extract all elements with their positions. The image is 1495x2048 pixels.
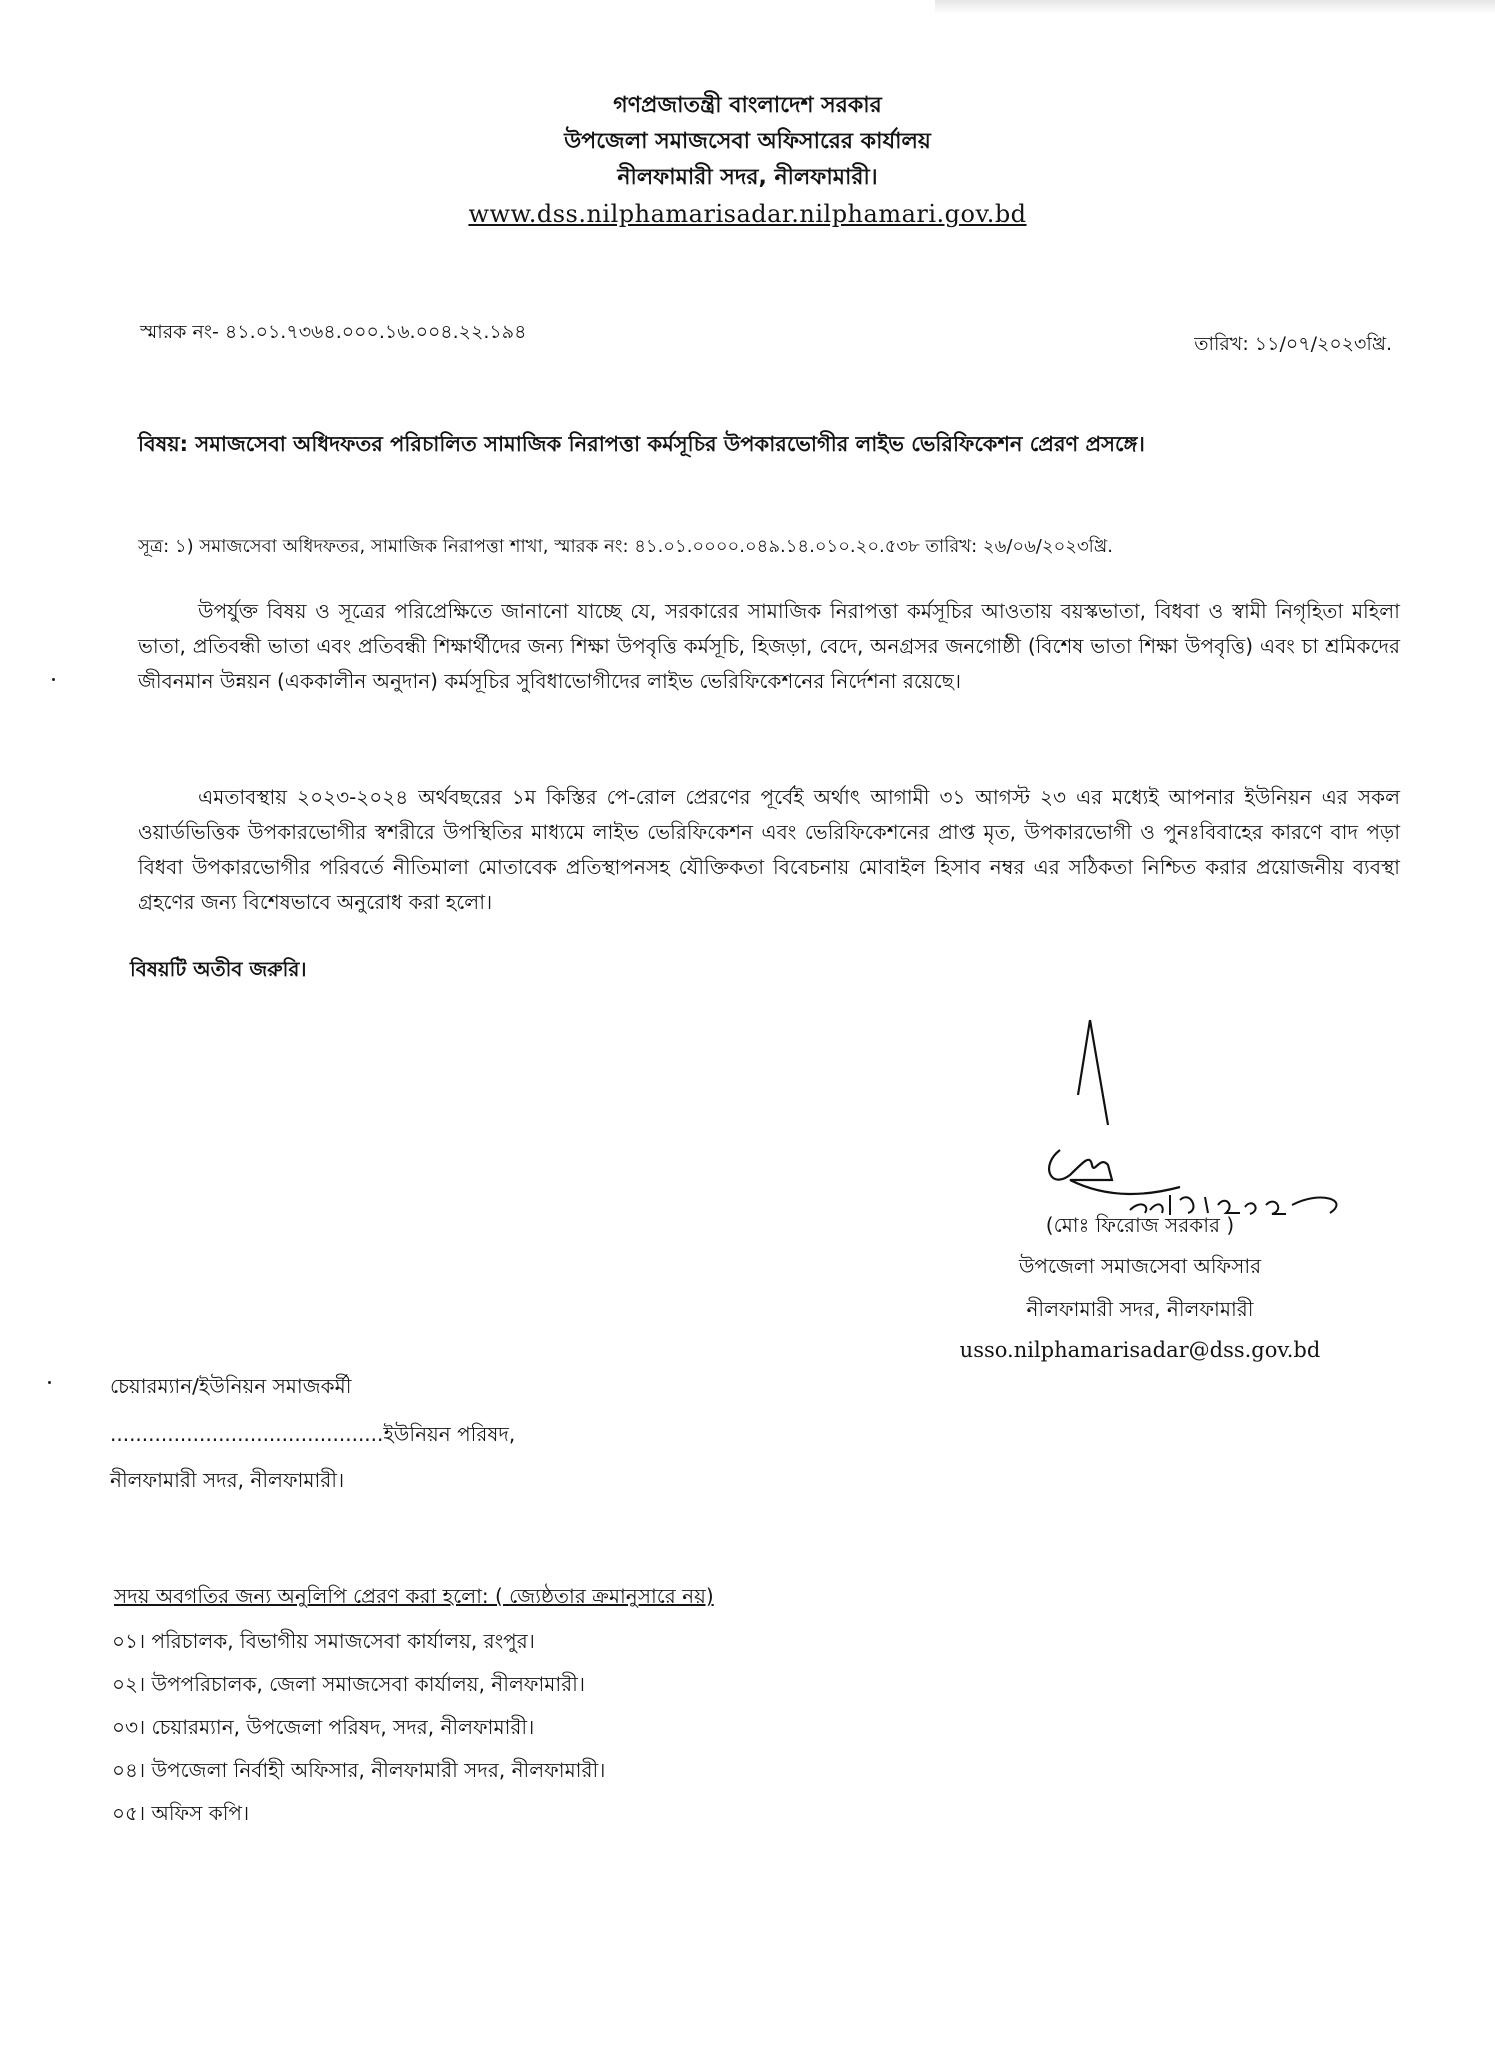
copy-to-item: ০৫। অফিস কপি।	[112, 1801, 250, 1825]
letterhead-government: গণপ্রজাতন্ত্রী বাংলাদেশ সরকার	[613, 93, 882, 118]
copy-to-item: ০৪। উপজেলা নির্বাহী অফিসার, নীলফামারী সদর, নীলফামারী।	[112, 1758, 606, 1782]
scan-edge-shadow	[935, 0, 1495, 14]
letterhead-website-link[interactable]: www.dss.nilphamarisadar.nilphamari.gov.bd	[468, 200, 1027, 228]
body-paragraph-2: এমতাবস্থায় ২০২৩-২০২৪ অর্থবছরের ১ম কিস্তির পে-রোল প্রেরণের পূর্বেই অর্থাৎ আগামী ৩১ আগস্ট ২৩ এর মধ্যেই আপনার ইউনিয়ন এর সকল ওয়ার্ডভিত্তিক উপকারভোগীর স্বশরীরে উপস্থিতির মাধ্যমে লাইভ ভেরিফিকেশন এবং ভেরিফিকেশনের প্রাপ্ত মৃত, উপকারভোগী ও পুনঃবিবাহের কারণে বাদ পড়া বিধবা উপকারভোগীর পরিবর্তে নীতিমালা মোতাবেক প্রতিস্থাপনসহ যৌক্তিকতা বিবেচনায় মোবাইল হিসাব নম্বর এর সঠিকতা নিশ্চিত করার প্রয়োজনীয় ব্যবস্থা গ্রহণের জন্য বিশেষভাবে অনুরোধ করা হলো।	[138, 785, 1400, 914]
letterhead-location: নীলফামারী সদর, নীলফামারী।	[617, 165, 878, 190]
signatory-email-link[interactable]: usso.nilphamarisadar@dss.gov.bd	[959, 1338, 1321, 1362]
handwritten-signature	[1030, 1015, 1360, 1225]
copy-to-item: ০১। পরিচালক, বিভাগীয় সমাজসেবা কার্যালয়, রংপুর।	[112, 1629, 535, 1653]
memo-number: স্মারক নং- ৪১.০১.৭৩৬৪.০০০.১৬.০০৪.২২.১৯৪	[140, 321, 527, 343]
copy-to-heading: সদয় অবগতির জন্য অনুলিপি প্রেরণ করা হলো: ( জ্যেষ্ঠতার ক্রমানুসারে নয়)	[114, 1584, 714, 1608]
signatory-location: নীলফামারী সদর, নীলফামারী	[1026, 1297, 1254, 1321]
copy-to-item: ০৩। চেয়ারম্যান, উপজেলা পরিষদ, সদর, নীলফামারী।	[112, 1715, 535, 1739]
subject-line: বিষয়: সমাজসেবা অধিদফতর পরিচালিত সামাজিক নিরাপত্তা কর্মসূচির উপকারভোগীর লাইভ ভেরিফিকেশন প্রেরণ প্রসঙ্গে।	[138, 432, 1145, 456]
signatory-designation: উপজেলা সমাজসেবা অফিসার	[1018, 1254, 1262, 1278]
signatory-name: (মোঃ ফিরোজ সরকার )	[1045, 1213, 1235, 1237]
recipient-address: নীলফামারী সদর, নীলফামারী।	[110, 1468, 345, 1492]
copy-to-item: ০২। উপপরিচালক, জেলা সমাজসেবা কার্যালয়, নীলফামারী।	[112, 1672, 586, 1696]
letterhead-office: উপজেলা সমাজসেবা অফিসারের কার্যালয়	[564, 129, 931, 154]
margin-dot	[52, 678, 55, 681]
reference-line: সূত্র: ১) সমাজসেবা অধিদফতর, সামাজিক নিরাপত্তা শাখা, স্মারক নং: ৪১.০১.০০০০.০৪৯.১৪.০১০.২০.৫৩৮ তারিখ: ২৬/০৬/২০২৩খ্রি.	[138, 536, 1113, 557]
recipient-union-line: ...........................................ইউনিয়ন পরিষদ,	[110, 1422, 516, 1446]
urgent-note: বিষয়টি অতীব জরুরি।	[130, 957, 307, 981]
copy-to-list	[112, 1620, 605, 1835]
recipient-title: চেয়ারম্যান/ইউনিয়ন সমাজকর্মী	[110, 1374, 352, 1398]
margin-dot	[48, 1381, 51, 1384]
body-paragraph-1: উপর্যুক্ত বিষয় ও সূত্রের পরিপ্রেক্ষিতে জানানো যাচ্ছে যে, সরকারের সামাজিক নিরাপত্তা কর্মসূচির আওতায় বয়স্কভাতা, বিধবা ও স্বামী নিগৃহিতা মহিলা ভাতা, প্রতিবন্ধী ভাতা এবং প্রতিবন্ধী শিক্ষার্থীদের জন্য শিক্ষা উপবৃত্তি কর্মসূচি, হিজড়া, বেদে, অনগ্রসর জনগোষ্ঠী (বিশেষ ভাতা শিক্ষা উপবৃত্তি) এবং চা শ্রমিকদের জীবনমান উন্নয়ন (এককালীন অনুদান) কর্মসূচির সুবিধাভোগীদের লাইভ ভেরিফিকেশনের নির্দেশনা রয়েছে।	[138, 599, 1400, 693]
memo-date: তারিখ: ১১/০৭/২০২৩খ্রি.	[1194, 333, 1392, 355]
